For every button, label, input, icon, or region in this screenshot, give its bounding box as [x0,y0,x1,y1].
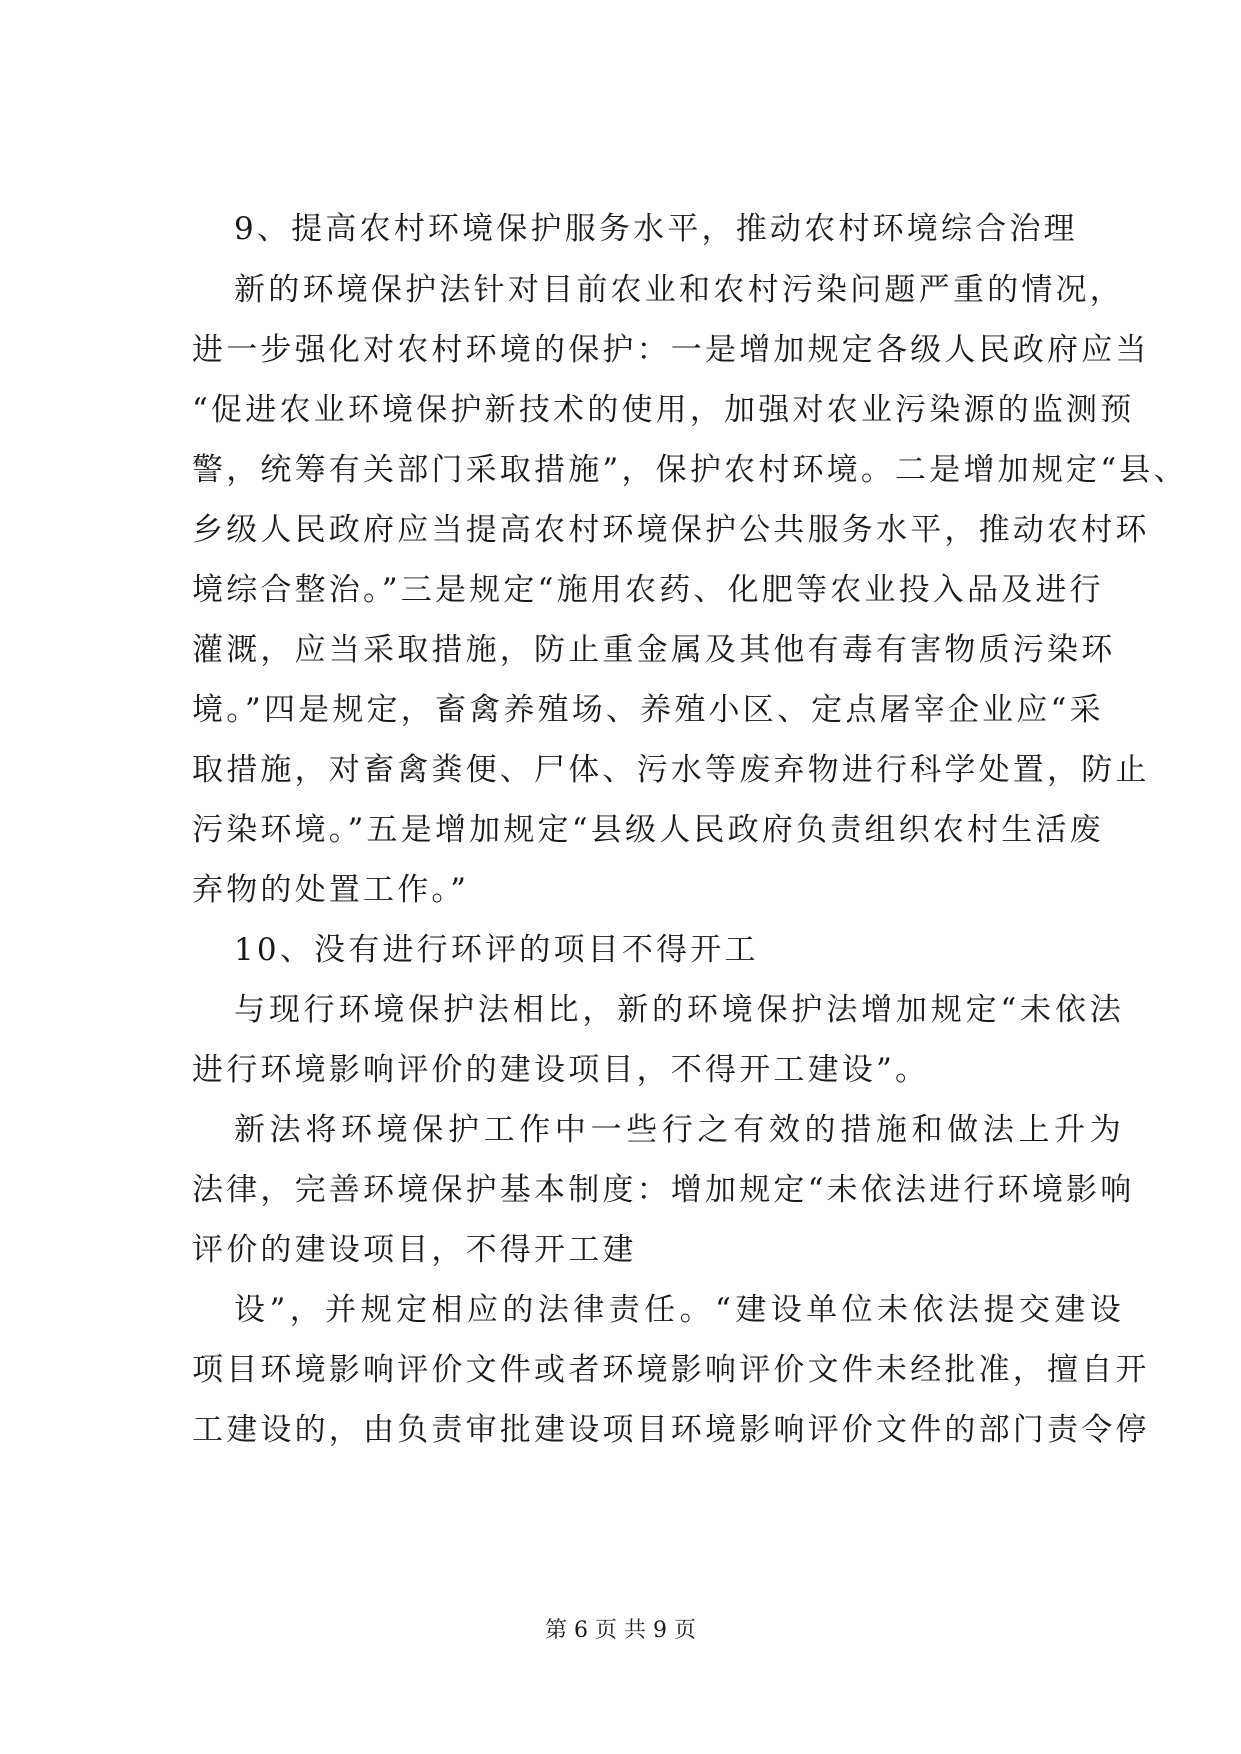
paragraph-line: 污染环境。”五是增加规定“县级人民政府负责组织农村生活废 [192,812,1104,848]
paragraph-line: 法律，完善环境保护基本制度：增加规定“未依法进行环境影响 [192,1172,1135,1208]
paragraph-line: 进行环境影响评价的建设项目，不得开工建设”。 [192,1052,930,1088]
paragraph-line: “促进农业环境保护新技术的使用，加强对农业污染源的监测预 [192,392,1135,428]
section-heading-10: 10、没有进行环评的项目不得开工 [234,932,759,968]
paragraph-line: 新的环境保护法针对目前农业和农村污染问题严重的情况， [234,272,1124,308]
paragraph-line: 进一步强化对农村环境的保护：一是增加规定各级人民政府应当 [192,332,1150,368]
paragraph-line: 评价的建设项目，不得开工建 [192,1232,637,1268]
paragraph-line: 乡级人民政府应当提高农村环境保护公共服务水平，推动农村环 [192,512,1150,548]
paragraph-line: 新法将环境保护工作中一些行之有效的措施和做法上升为 [234,1112,1124,1148]
page-footer-number: 第 6 页 共 9 页 [545,1618,696,1643]
paragraph-line: 取措施，对畜禽粪便、尸体、污水等废弃物进行科学处置，防止 [192,752,1150,788]
paragraph-line: 弃物的处置工作。” [192,872,470,908]
paragraph-line: 工建设的，由负责审批建设项目环境影响评价文件的部门责令停 [192,1412,1150,1448]
section-heading-9: 9、提高农村环境保护服务水平，推动农村环境综合治理 [234,211,1078,247]
paragraph-line: 与现行环境保护法相比，新的环境保护法增加规定“未依法 [234,992,1124,1028]
paragraph-line: 项目环境影响评价文件或者环境影响评价文件未经批准，擅自开 [192,1352,1150,1388]
paragraph-line: 设”，并规定相应的法律责任。“建设单位未依法提交建设 [234,1292,1124,1328]
paragraph-line: 灌溉，应当采取措施，防止重金属及其他有毒有害物质污染环 [192,632,1116,668]
paragraph-line: 境。”四是规定，畜禽养殖场、养殖小区、定点屠宰企业应“采 [192,692,1104,728]
paragraph-line: 境综合整治。”三是规定“施用农药、化肥等农业投入品及进行 [192,572,1104,608]
paragraph-line: 警，统筹有关部门采取措施”，保护农村环境。二是增加规定“县、 [192,452,1188,488]
